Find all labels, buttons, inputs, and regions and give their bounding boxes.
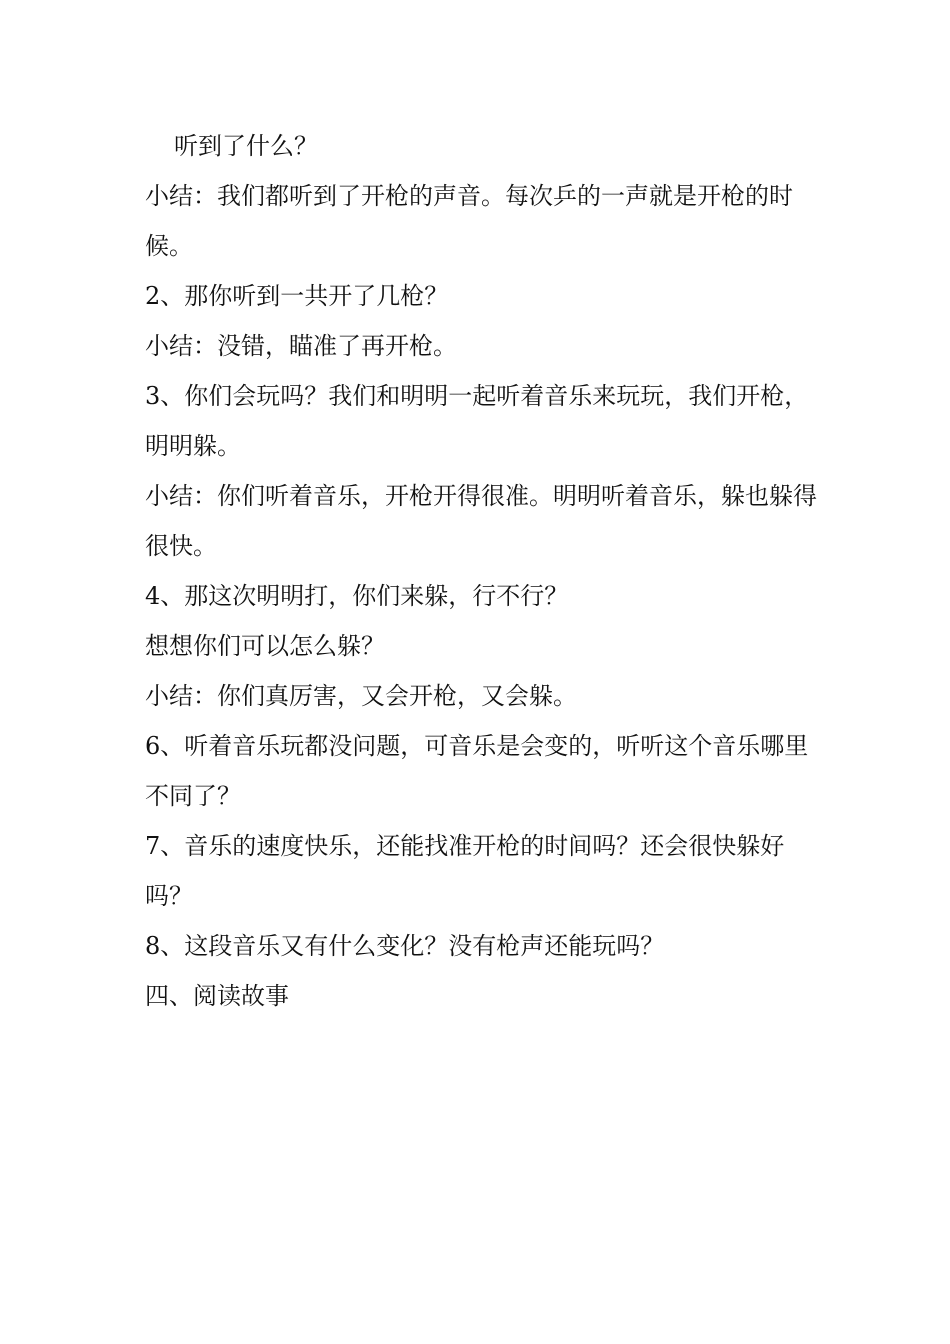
- paragraph-question-heard: 听到了什么？: [174, 132, 318, 160]
- paragraph-question-4: 4、那这次明明打，你们来躲，行不行？: [145, 582, 569, 610]
- paragraph-question-7: 7、音乐的速度快乐，还能找准开枪的时间吗？还会很快躲好吗？: [145, 832, 785, 910]
- document-body: [145, 121, 825, 1021]
- section-heading-reading-story: 四、阅读故事: [145, 982, 289, 1010]
- paragraph-question-2: 2、那你听到一共开了几枪？: [145, 282, 449, 310]
- paragraph-summary-aim: 小结：没错，瞄准了再开枪。: [145, 332, 457, 360]
- paragraph-summary-gunshot: 小结：我们都听到了开枪的声音。每次乒的一声就是开枪的时候。: [145, 182, 793, 260]
- paragraph-question-3: 3、你们会玩吗？我们和明明一起听着音乐来玩玩，我们开枪，明明躲。: [145, 382, 809, 460]
- paragraph-question-8: 8、这段音乐又有什么变化？没有枪声还能玩吗？: [145, 932, 665, 960]
- paragraph-question-6: 6、听着音乐玩都没问题，可音乐是会变的，听听这个音乐哪里不同了？: [145, 732, 809, 810]
- paragraph-summary-praise: 小结：你们真厉害，又会开枪，又会躲。: [145, 682, 577, 710]
- paragraph-think-hide: 想想你们可以怎么躲？: [145, 632, 385, 660]
- paragraph-summary-music: 小结：你们听着音乐，开枪开得很准。明明听着音乐，躲也躲得很快。: [145, 482, 817, 560]
